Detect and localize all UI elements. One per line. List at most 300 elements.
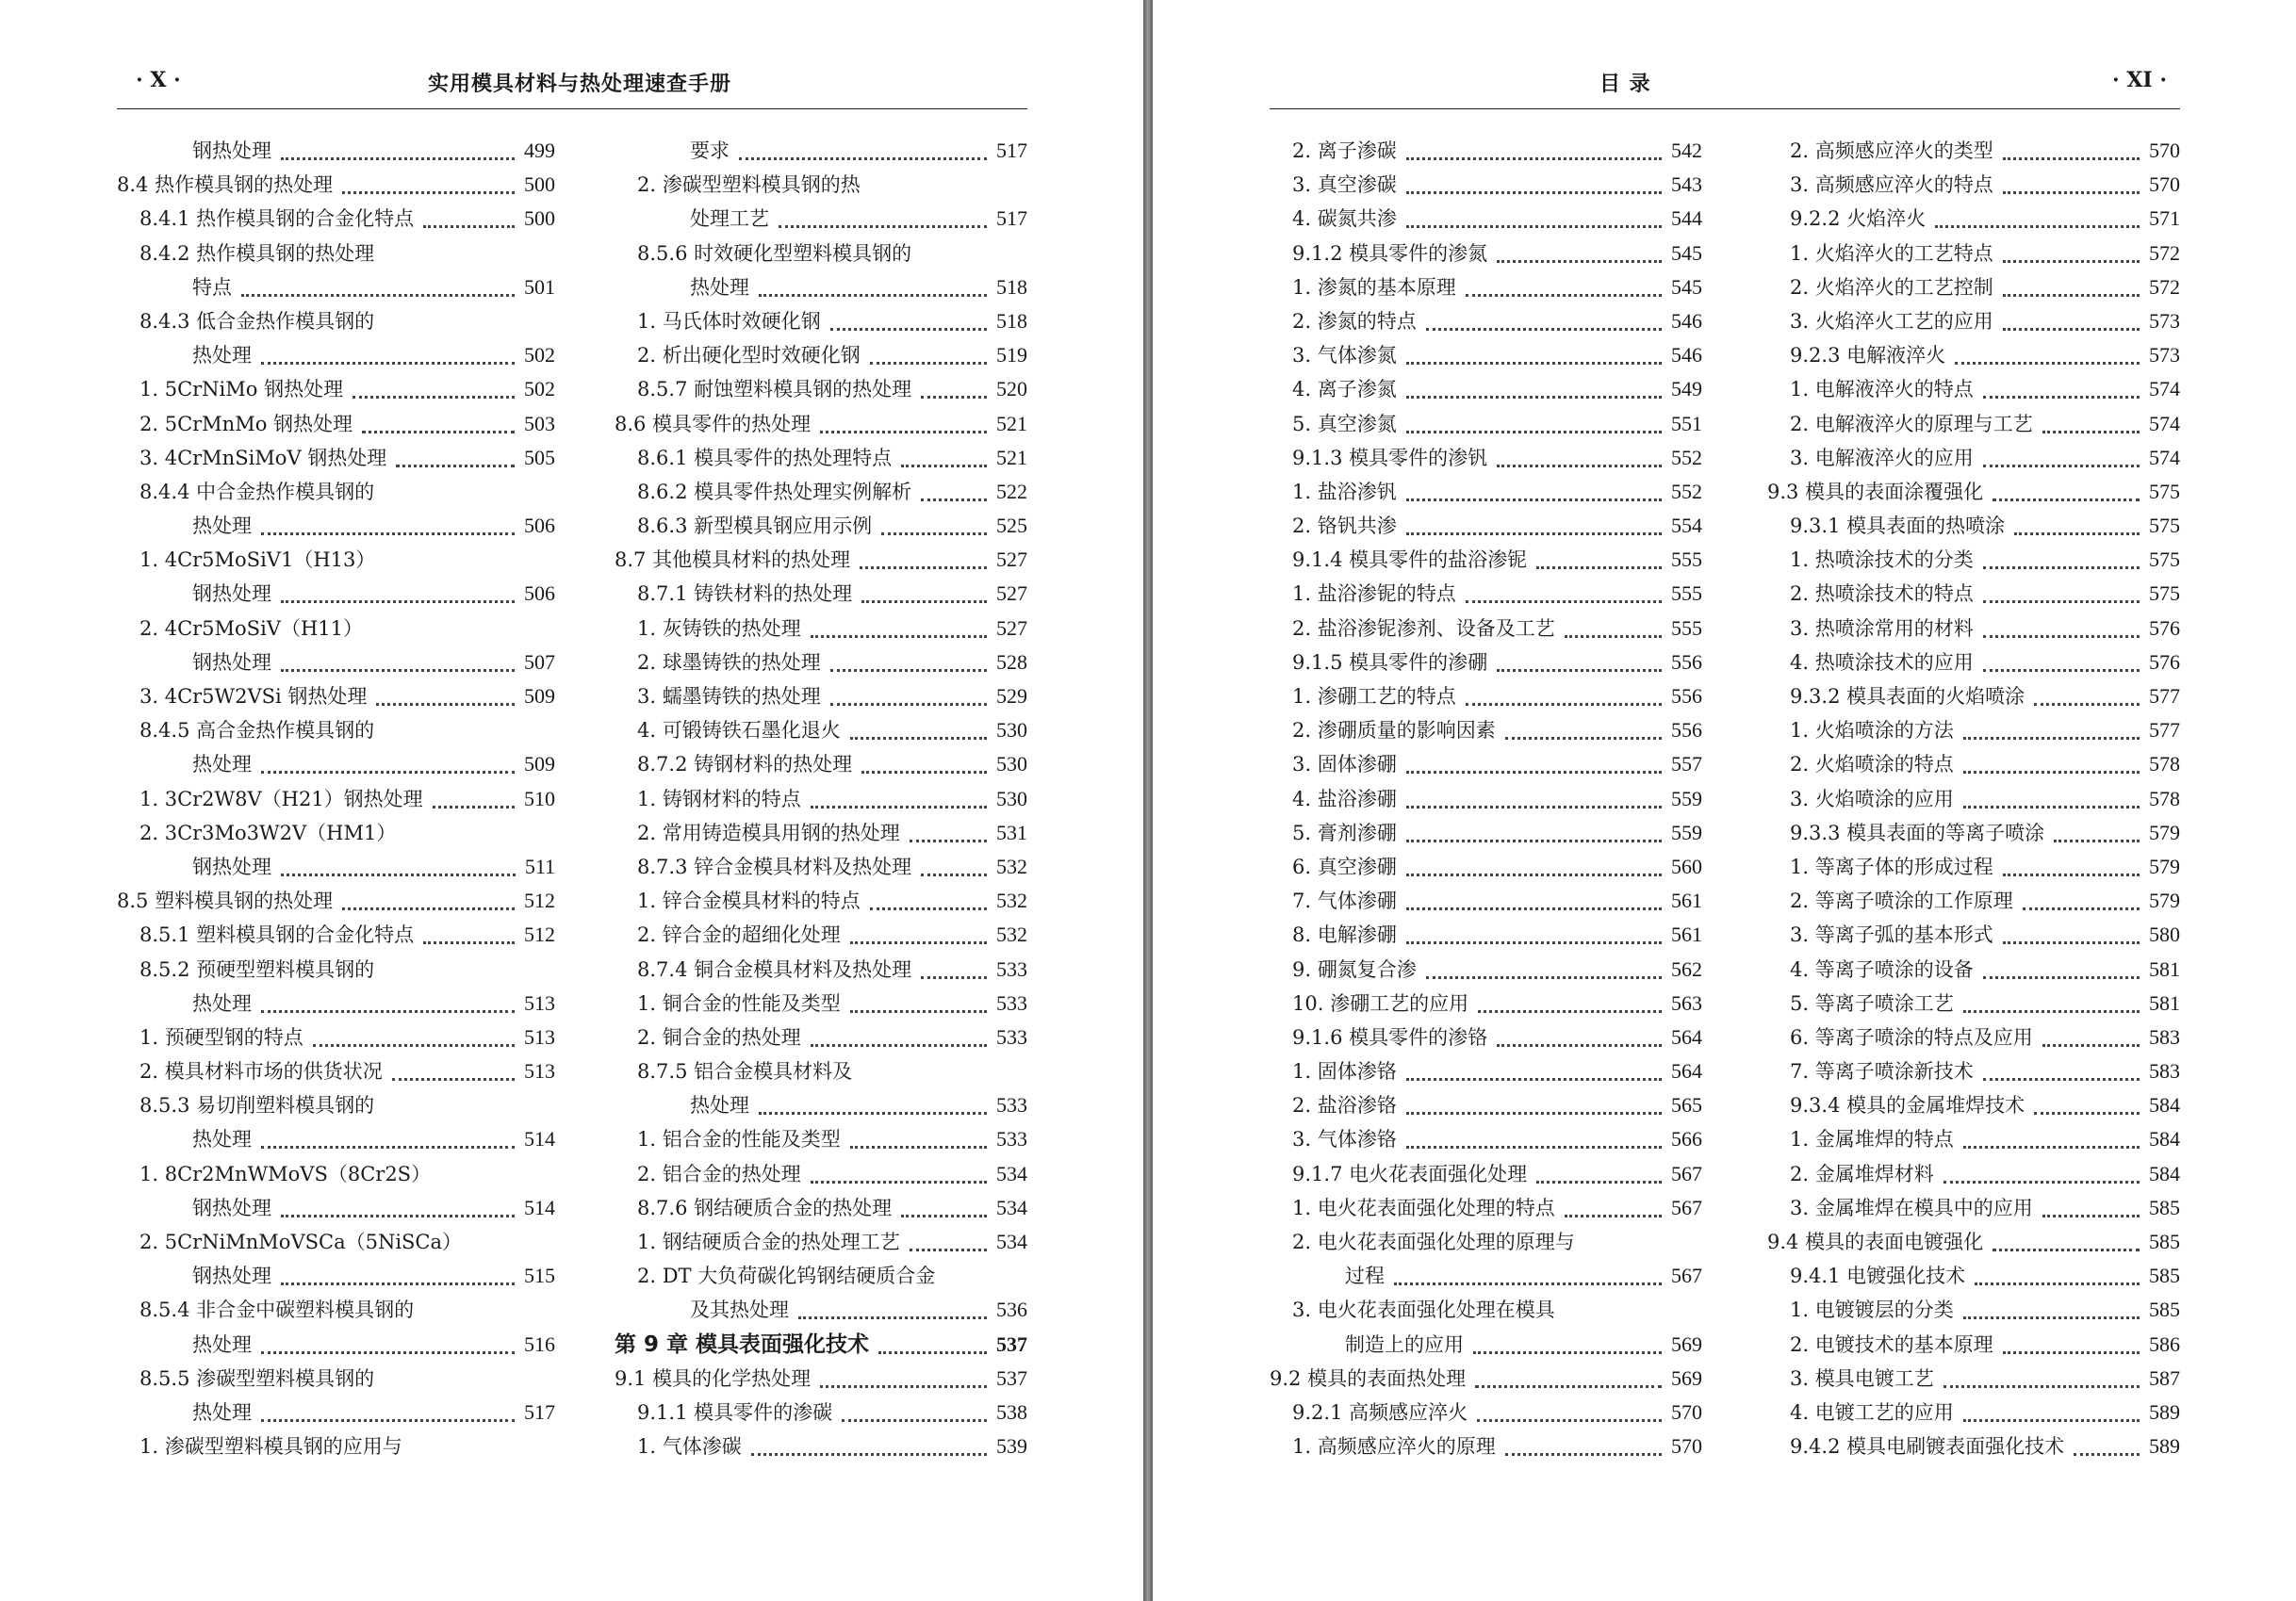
- toc-entry-page: 516: [524, 1331, 555, 1356]
- toc-entry-title: 8.5.1 塑料模具钢的合金化特点: [139, 923, 415, 947]
- toc-entry-title: 8.5.2 预硬型塑料模具钢的: [139, 957, 375, 981]
- toc-entry: [117, 747, 555, 781]
- left-page-number: · X ·: [136, 68, 181, 92]
- toc-leader-dots: [1963, 1143, 2140, 1149]
- toc-entry: [615, 407, 1027, 441]
- toc-leader-dots: [910, 837, 987, 842]
- toc-entry-page: 581: [2149, 990, 2180, 1015]
- toc-entry-page: 542: [1671, 139, 1702, 162]
- toc-entry-title: 3. 模具电镀工艺: [1790, 1366, 1934, 1390]
- toc-entry-page: 571: [2149, 206, 2180, 231]
- toc-entry-page: 512: [524, 923, 555, 947]
- toc-entry: [1270, 612, 1702, 645]
- toc-entry-page: 554: [1671, 514, 1702, 538]
- toc-entry-title: 钢热处理: [192, 650, 271, 674]
- toc-entry: [117, 543, 555, 577]
- toc-entry-page: 579: [2149, 820, 2180, 844]
- toc-entry-page: 574: [2149, 377, 2180, 401]
- toc-entry-page: 517: [996, 206, 1027, 231]
- toc-entry-title: 1. 渗氮的基本原理: [1292, 275, 1456, 299]
- toc-entry-page: 578: [2149, 786, 2180, 810]
- toc-entry-title: 1. 等离子体的形成过程: [1790, 855, 1993, 878]
- toc-entry-page: 534: [996, 1230, 1027, 1253]
- toc-leader-dots: [261, 1416, 515, 1422]
- toc-entry-title: 2. 渗氮的特点: [1292, 309, 1417, 333]
- toc-entry-title: 钢热处理: [192, 1265, 271, 1288]
- toc-entry: [615, 168, 1027, 202]
- toc-entry-page: 578: [2149, 752, 2180, 776]
- toc-entry-page: 521: [996, 411, 1027, 435]
- toc-entry-page: 579: [2149, 889, 2180, 913]
- toc-leader-dots: [1406, 393, 1662, 399]
- book-gutter: [1143, 0, 1153, 1601]
- header-rule: [117, 108, 1027, 109]
- toc-entry-page: 573: [2149, 343, 2180, 368]
- toc-leader-dots: [1963, 803, 2140, 809]
- toc-leader-dots: [1406, 939, 1662, 944]
- toc-entry: [117, 338, 555, 372]
- toc-leader-dots: [423, 222, 515, 228]
- toc-leader-dots: [423, 939, 515, 944]
- left-page-header: [117, 68, 1027, 109]
- toc-entry-title: 2. 析出硬化型时效硬化钢: [637, 344, 861, 368]
- toc-entry-title: 9.3.3 模具表面的等离子喷涂: [1790, 821, 2045, 844]
- toc-entry-page: 564: [1671, 1024, 1702, 1049]
- toc-leader-dots: [1475, 1382, 1662, 1388]
- toc-entry-page: 533: [996, 1127, 1027, 1152]
- toc-entry: [117, 816, 555, 850]
- toc-entry: [1767, 1362, 2180, 1396]
- toc-entry-title: 9.3 模具的表面涂覆强化: [1767, 480, 1984, 503]
- toc-entry-title: 8.7.2 铸钢材料的热处理: [637, 753, 853, 776]
- toc-leader-dots: [342, 905, 515, 910]
- toc-entry: [615, 918, 1027, 952]
- toc-leader-dots: [811, 1178, 987, 1184]
- toc-entry: [117, 168, 555, 202]
- toc-entry-title: 1. 渗碳型塑料模具钢的应用与: [139, 1435, 402, 1459]
- toc-entry: [615, 372, 1027, 406]
- toc-entry-title: 1. 4Cr5MoSiV1（H13）: [139, 548, 376, 572]
- toc-entry-title: 2. 渗硼质量的影响因素: [1292, 719, 1496, 743]
- toc-entry: [1270, 1293, 1702, 1327]
- toc-entry-page: 575: [2149, 547, 2180, 572]
- toc-entry-page: 533: [996, 1093, 1027, 1118]
- toc-entry-page: 520: [996, 377, 1027, 401]
- toc-leader-dots: [1394, 1280, 1662, 1285]
- toc-entry: [615, 577, 1027, 611]
- toc-leader-dots: [1497, 666, 1662, 672]
- toc-entry: [615, 134, 1027, 168]
- contents-title: 目 录: [1599, 72, 1651, 96]
- toc-entry-title: 2. 火焰淬火的工艺控制: [1790, 275, 1993, 299]
- toc-entry-title: 3. 4Cr5W2VSi 钢热处理: [139, 685, 368, 708]
- toc-entry-title: 热处理: [192, 1332, 252, 1356]
- right-page: [1153, 0, 2296, 1601]
- toc-entry-title: 3. 火焰喷涂的应用: [1790, 787, 1954, 810]
- toc-entry: [615, 747, 1027, 781]
- toc-entry-page: 572: [2149, 274, 2180, 299]
- toc-entry-page: 546: [1671, 343, 1702, 368]
- toc-entry-title: 5. 膏剂渗硼: [1292, 821, 1397, 844]
- toc-leader-dots: [1406, 428, 1662, 433]
- toc-leader-dots: [1466, 700, 1662, 706]
- toc-entry: [1767, 1259, 2180, 1293]
- toc-entry: [615, 953, 1027, 987]
- toc-entry-title: 8.7.4 铜合金模具材料及热处理: [637, 957, 912, 981]
- toc-leader-dots: [878, 1348, 987, 1354]
- toc-entry: [117, 1157, 555, 1191]
- toc-entry-title: 2. 常用铸造模具用钢的热处理: [637, 821, 900, 844]
- toc-entry: [615, 679, 1027, 713]
- toc-entry-title: 8.6.3 新型模具钢应用示例: [637, 515, 873, 538]
- toc-entry: [1270, 202, 1702, 236]
- toc-leader-dots: [751, 1450, 987, 1456]
- toc-entry-title: 1. 5CrNiMo 钢热处理: [139, 378, 344, 401]
- toc-entry: [1767, 270, 2180, 304]
- toc-leader-dots: [1406, 359, 1662, 365]
- toc-entry: [1270, 816, 1702, 850]
- toc-entry-page: 500: [524, 172, 555, 197]
- toc-leader-dots: [842, 1416, 987, 1422]
- toc-entry-page: 517: [996, 139, 1027, 162]
- toc-entry-title: 9.3.1 模具表面的热喷涂: [1790, 515, 2006, 538]
- toc-entry-title: 1. 3Cr2W8V（H21）钢热处理: [139, 787, 423, 810]
- toc-entry-title: 1. 灰铸铁的热处理: [637, 616, 801, 640]
- toc-entry-title: 8.7.5 铝合金模具材料及: [637, 1060, 853, 1084]
- toc-entry-title: 5. 等离子喷涂工艺: [1790, 991, 1954, 1015]
- toc-entry-page: 555: [1671, 615, 1702, 640]
- toc-entry-title: 3. 蠕墨铸铁的热处理: [637, 685, 821, 708]
- toc-entry-page: 546: [1671, 308, 1702, 333]
- toc-leader-dots: [1406, 188, 1662, 194]
- toc-entry-title: 2. 电解液淬火的原理与工艺: [1790, 412, 2033, 435]
- toc-leader-dots: [1963, 1416, 2140, 1422]
- toc-entry: [117, 645, 555, 679]
- toc-leader-dots: [261, 359, 515, 365]
- toc-entry-title: 热处理: [192, 753, 252, 776]
- toc-column-right-1: [1270, 134, 1702, 1463]
- toc-entry: [1767, 543, 2180, 577]
- toc-entry: [1767, 747, 2180, 781]
- toc-entry-page: 515: [524, 1264, 555, 1288]
- toc-entry: [615, 1429, 1027, 1463]
- toc-entry: [117, 270, 555, 304]
- toc-entry-page: 511: [524, 854, 555, 878]
- toc-entry: [615, 1362, 1027, 1396]
- right-page-number: · XI ·: [2112, 68, 2167, 92]
- toc-entry-page: 510: [524, 786, 555, 810]
- toc-entry-page: 537: [996, 1331, 1027, 1356]
- toc-entry-page: 566: [1671, 1127, 1702, 1152]
- toc-entry-page: 519: [996, 343, 1027, 368]
- toc-entry-page: 574: [2149, 411, 2180, 435]
- toc-entry: [615, 441, 1027, 475]
- toc-entry-page: 518: [996, 308, 1027, 333]
- toc-leader-dots: [921, 973, 987, 979]
- toc-leader-dots: [261, 1007, 515, 1013]
- toc-leader-dots: [396, 462, 515, 467]
- toc-entry: [117, 987, 555, 1021]
- toc-entry: [1270, 1362, 1702, 1396]
- toc-entry: [1270, 338, 1702, 372]
- toc-entry-page: 570: [2149, 139, 2180, 162]
- toc-entry-page: 544: [1671, 206, 1702, 231]
- toc-entry-page: 585: [2149, 1230, 2180, 1253]
- toc-entry: [1767, 713, 2180, 747]
- toc-entry-title: 钢热处理: [192, 1196, 271, 1219]
- toc-entry: [1767, 679, 2180, 713]
- toc-entry-title: 2. 铜合金的热处理: [637, 1025, 801, 1049]
- toc-entry-page: 501: [524, 274, 555, 299]
- toc-entry-page: 518: [996, 274, 1027, 299]
- toc-entry: [1270, 713, 1702, 747]
- toc-entry-title: 7. 等离子喷涂新技术: [1790, 1060, 1974, 1084]
- toc-entry: [1270, 407, 1702, 441]
- toc-leader-dots: [1963, 1007, 2140, 1013]
- toc-entry: [1270, 645, 1702, 679]
- toc-entry-title: 2. 火焰喷涂的特点: [1790, 753, 1954, 776]
- toc-leader-dots: [1536, 1178, 1662, 1184]
- toc-entry-page: 580: [2149, 923, 2180, 947]
- toc-leader-dots: [1473, 1348, 1662, 1354]
- toc-entry-title: 8.6.2 模具零件热处理实例解析: [637, 480, 912, 503]
- toc-entry-page: 509: [524, 684, 555, 708]
- toc-entry-title: 1. 铝合金的性能及类型: [637, 1128, 841, 1152]
- toc-leader-dots: [1983, 666, 2140, 672]
- toc-entry-page: 522: [996, 479, 1027, 503]
- toc-entry-page: 539: [996, 1434, 1027, 1459]
- toc-entry: [1767, 953, 2180, 987]
- toc-entry-title: 9.2 模具的表面热处理: [1270, 1366, 1467, 1390]
- toc-entry: [1767, 918, 2180, 952]
- toc-entry-title: 9.4.2 模具电刷镀表面强化技术: [1790, 1435, 2065, 1459]
- toc-entry-title: 8.4.2 热作模具钢的热处理: [139, 241, 375, 265]
- toc-leader-dots: [901, 462, 987, 467]
- toc-entry-page: 521: [996, 445, 1027, 469]
- toc-column-right-2: [1767, 134, 2180, 1463]
- toc-leader-dots: [1426, 325, 1662, 331]
- toc-entry-title: 9.1.3 模具零件的渗钒: [1292, 446, 1488, 469]
- toc-entry: [1270, 237, 1702, 270]
- toc-entry-title: 2. 模具材料市场的供货状况: [139, 1060, 383, 1084]
- toc-entry: [1767, 1157, 2180, 1191]
- toc-entry-title: 3. 4CrMnSiMoV 钢热处理: [139, 446, 387, 469]
- toc-entry-title: 3. 热喷涂常用的材料: [1790, 616, 1974, 640]
- toc-entry-title: 8.4.3 低合金热作模具钢的: [139, 309, 375, 333]
- toc-entry: [615, 645, 1027, 679]
- toc-leader-dots: [1406, 837, 1662, 842]
- toc-entry: [1270, 577, 1702, 611]
- toc-entry-page: 514: [524, 1195, 555, 1219]
- toc-entry: [117, 134, 555, 168]
- toc-entry: [117, 1054, 555, 1088]
- toc-entry-title: 1. 电镀镀层的分类: [1790, 1299, 1954, 1322]
- toc-leader-dots: [2003, 155, 2140, 160]
- toc-entry: [615, 1157, 1027, 1191]
- toc-column-left-1: [117, 134, 555, 1463]
- toc-entry-page: 584: [2149, 1093, 2180, 1118]
- toc-entry: [1270, 1054, 1702, 1088]
- toc-entry: [1767, 1054, 2180, 1088]
- toc-leader-dots: [759, 1109, 987, 1115]
- toc-entry-title: 8.6 模具零件的热处理: [615, 412, 812, 435]
- toc-entry: [117, 509, 555, 543]
- toc-leader-dots: [820, 428, 987, 433]
- toc-entry-title: 热处理: [192, 1128, 252, 1152]
- toc-entry: [117, 1396, 555, 1429]
- toc-entry: [1767, 816, 2180, 850]
- toc-leader-dots: [281, 155, 515, 160]
- toc-entry-page: 584: [2149, 1161, 2180, 1185]
- toc-entry-title: 4. 碳氮共渗: [1292, 207, 1397, 231]
- toc-entry: [117, 884, 555, 918]
- toc-entry-title: 过程: [1345, 1265, 1385, 1288]
- toc-leader-dots: [861, 597, 987, 603]
- toc-entry-page: 581: [2149, 956, 2180, 981]
- toc-entry: [1270, 543, 1702, 577]
- toc-leader-dots: [2003, 939, 2140, 944]
- toc-entry-page: 577: [2149, 718, 2180, 743]
- toc-entry: [117, 1429, 555, 1463]
- toc-entry-page: 530: [996, 786, 1027, 810]
- toc-entry: [615, 270, 1027, 304]
- toc-entry-title: 2. 渗碳型塑料模具钢的热: [637, 173, 861, 197]
- toc-entry-page: 507: [524, 649, 555, 674]
- toc-entry-title: 及其热处理: [690, 1299, 789, 1322]
- toc-entry-page: 534: [996, 1161, 1027, 1185]
- toc-entry: [615, 1225, 1027, 1259]
- toc-entry-title: 1. 盐浴渗铌的特点: [1292, 582, 1456, 606]
- toc-entry-title: 8.5.3 易切削塑料模具钢的: [139, 1094, 375, 1118]
- toc-entry: [1270, 1021, 1702, 1054]
- toc-entry-title: 热处理: [192, 991, 252, 1015]
- toc-leader-dots: [811, 632, 987, 638]
- toc-leader-dots: [1497, 462, 1662, 467]
- toc-entry: [1767, 1088, 2180, 1122]
- toc-leader-dots: [1505, 1450, 1662, 1456]
- toc-leader-dots: [261, 1143, 515, 1149]
- toc-leader-dots: [281, 666, 515, 672]
- toc-leader-dots: [1406, 905, 1662, 910]
- toc-entry: [117, 304, 555, 338]
- toc-leader-dots: [811, 803, 987, 809]
- toc-entry: [1270, 372, 1702, 406]
- toc-leader-dots: [2003, 188, 2140, 194]
- toc-entry-page: 583: [2149, 1059, 2180, 1084]
- toc-entry-title: 1. 固体渗铬: [1292, 1060, 1397, 1084]
- toc-entry-title: 热处理: [192, 515, 252, 538]
- toc-entry-page: 552: [1671, 479, 1702, 503]
- toc-entry-title: 8.4.4 中合金热作模具钢的: [139, 480, 375, 503]
- toc-entry: [1270, 1396, 1702, 1429]
- toc-entry-title: 1. 气体渗碳: [637, 1435, 742, 1459]
- toc-leader-dots: [2003, 1348, 2140, 1354]
- toc-entry-page: 556: [1671, 649, 1702, 674]
- toc-leader-dots: [1406, 803, 1662, 809]
- toc-entry: [1270, 1157, 1702, 1191]
- toc-entry-title: 2. 锌合金的超细化处理: [637, 923, 841, 947]
- toc-entry: [615, 987, 1027, 1021]
- toc-entry-page: 527: [996, 547, 1027, 572]
- toc-leader-dots: [1963, 734, 2140, 740]
- toc-leader-dots: [1983, 462, 2140, 467]
- toc-entry-title: 9. 硼氮复合渗: [1292, 957, 1417, 981]
- toc-leader-dots: [2074, 1450, 2140, 1456]
- toc-leader-dots: [1983, 632, 2140, 638]
- toc-entry-title: 2. 盐浴渗铬: [1292, 1094, 1397, 1118]
- toc-entry-page: 567: [1671, 1161, 1702, 1185]
- toc-entry: [615, 884, 1027, 918]
- toc-entry: [1270, 1225, 1702, 1259]
- toc-entry-title: 2. 离子渗碳: [1292, 139, 1397, 162]
- toc-entry-title: 8.4.5 高合金热作模具钢的: [139, 719, 375, 743]
- toc-entry-page: 567: [1671, 1264, 1702, 1288]
- toc-entry-page: 561: [1671, 923, 1702, 947]
- toc-entry-title: 4. 等离子喷涂的设备: [1790, 957, 1974, 981]
- toc-entry: [1767, 304, 2180, 338]
- toc-entry: [1767, 782, 2180, 816]
- toc-entry-title: 钢热处理: [192, 582, 271, 606]
- toc-entry-page: 573: [2149, 308, 2180, 333]
- toc-entry-page: 536: [996, 1298, 1027, 1322]
- toc-entry-title: 8.7.1 铸铁材料的热处理: [637, 582, 853, 606]
- toc-entry-page: 572: [2149, 240, 2180, 265]
- toc-entry-page: 585: [2149, 1264, 2180, 1288]
- toc-entry: [1767, 1021, 2180, 1054]
- toc-entry: [615, 304, 1027, 338]
- toc-entry-title: 3. 固体渗硼: [1292, 753, 1397, 776]
- toc-entry-title: 6. 等离子喷涂的特点及应用: [1790, 1025, 2033, 1049]
- toc-entry-title: 1. 渗硼工艺的特点: [1292, 685, 1456, 708]
- toc-entry-title: 8.6.1 模具零件的热处理特点: [637, 446, 893, 469]
- toc-entry: [117, 475, 555, 509]
- toc-entry: [117, 850, 555, 884]
- toc-entry-title: 1. 钢结硬质合金的热处理工艺: [637, 1231, 900, 1253]
- toc-leader-dots: [1993, 1246, 2140, 1251]
- toc-entry-title: 9.2.3 电解液淬火: [1790, 344, 1946, 368]
- toc-leader-dots: [376, 700, 515, 706]
- toc-leader-dots: [861, 768, 987, 774]
- toc-entry-title: 1. 8Cr2MnWMoVS（8Cr2S）: [139, 1162, 432, 1185]
- toc-entry-page: 577: [2149, 684, 2180, 708]
- toc-entry-title: 8.4.1 热作模具钢的合金化特点: [139, 207, 415, 231]
- toc-entry: [1270, 134, 1702, 168]
- toc-leader-dots: [1943, 1178, 2140, 1184]
- toc-entry: [117, 953, 555, 987]
- toc-entry: [615, 1021, 1027, 1054]
- toc-leader-dots: [1477, 1416, 1662, 1422]
- toc-entry: [1270, 270, 1702, 304]
- header-rule: [1270, 108, 2180, 109]
- toc-leader-dots: [1963, 768, 2140, 774]
- toc-entry-title: 9.1.1 模具零件的渗碳: [637, 1400, 833, 1424]
- toc-entry-page: 533: [996, 1024, 1027, 1049]
- toc-entry: [615, 338, 1027, 372]
- toc-entry-page: 560: [1671, 854, 1702, 878]
- toc-leader-dots: [1466, 597, 1662, 603]
- toc-entry: [117, 1122, 555, 1156]
- toc-entry-page: 500: [524, 206, 555, 231]
- toc-entry: [1767, 1396, 2180, 1429]
- toc-entry-page: 563: [1671, 990, 1702, 1015]
- toc-entry-page: 533: [996, 990, 1027, 1015]
- toc-entry: [1270, 747, 1702, 781]
- toc-entry: [1270, 1088, 1702, 1122]
- toc-leader-dots: [1406, 1109, 1662, 1115]
- toc-entry-title: 8.7.6 钢结硬质合金的热处理: [637, 1196, 893, 1219]
- toc-entry: [1270, 953, 1702, 987]
- toc-entry: [1767, 1122, 2180, 1156]
